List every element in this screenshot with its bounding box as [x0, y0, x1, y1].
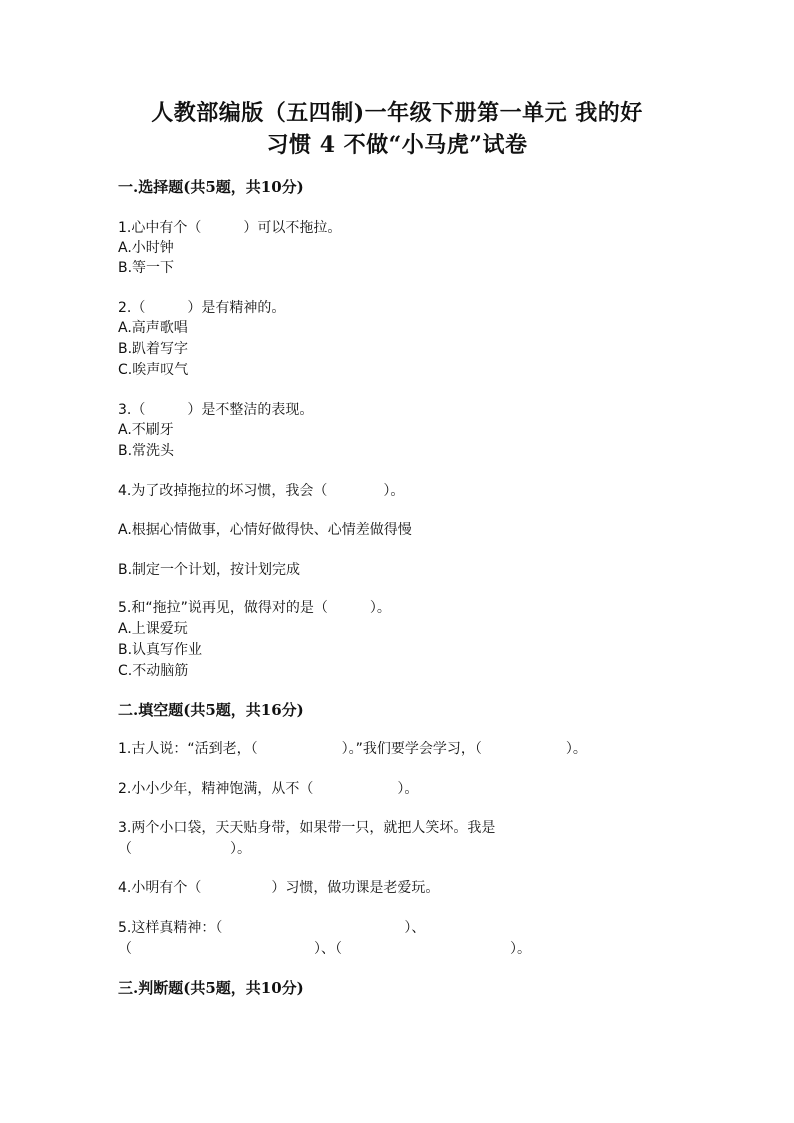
option-a: A.上课爱玩 — [118, 621, 188, 637]
section-heading-fill-blank: 二.填空题(共5题，共16分) — [118, 701, 304, 719]
question-stem: 5.和“拖拉”说再见，做得对的是（ ）。 — [118, 600, 391, 616]
option-c: C.唉声叹气 — [118, 362, 189, 378]
option-b: B.趴着写字 — [118, 341, 189, 357]
option-a: A.根据心情做事，心情好做得快、心情差做得慢 — [118, 522, 412, 538]
question-stem: 1.心中有个（ ）可以不拖拉。 — [118, 220, 342, 236]
section-heading-choice: 一.选择题(共5题，共10分) — [118, 178, 304, 196]
fill-question: 2.小小少年，精神饱满，从不（ ）。 — [118, 781, 419, 797]
option-b: B.常洗头 — [118, 443, 175, 459]
fill-question: 4.小明有个（ ）习惯，做功课是老爱玩。 — [118, 880, 440, 896]
exam-title-line2: 习惯 4 不做“小马虎”试卷 — [266, 132, 528, 158]
question-stem: 2.（ ）是有精神的。 — [118, 300, 286, 316]
fill-question: 1.古人说：“活到老，（ ）。”我们要学会学习，（ ）。 — [118, 741, 587, 757]
question-stem: 4.为了改掉拖拉的坏习惯，我会（ ）。 — [118, 483, 405, 499]
section-heading-true-false: 三.判断题(共5题，共10分) — [118, 979, 304, 997]
fill-question: 3.两个小口袋，天天贴身带，如果带一只，就把人笑坏。我是 — [118, 820, 496, 836]
fill-question-continued: （ ）、（ ）。 — [118, 941, 531, 957]
option-a: A.高声歌唱 — [118, 320, 188, 336]
option-a: A.小时钟 — [118, 240, 174, 256]
option-b: B.制定一个计划，按计划完成 — [118, 562, 301, 578]
fill-question-continued: （ ）。 — [118, 841, 251, 857]
option-c: C.不动脑筋 — [118, 663, 189, 679]
option-a: A.不刷牙 — [118, 422, 174, 438]
question-stem: 3.（ ）是不整洁的表现。 — [118, 402, 314, 418]
option-b: B.认真写作业 — [118, 642, 203, 658]
option-b: B.等一下 — [118, 260, 175, 276]
exam-title-line1: 人教部编版（五四制)一年级下册第一单元 我的好 — [151, 100, 643, 126]
fill-question: 5.这样真精神：（ ）、 — [118, 920, 426, 936]
